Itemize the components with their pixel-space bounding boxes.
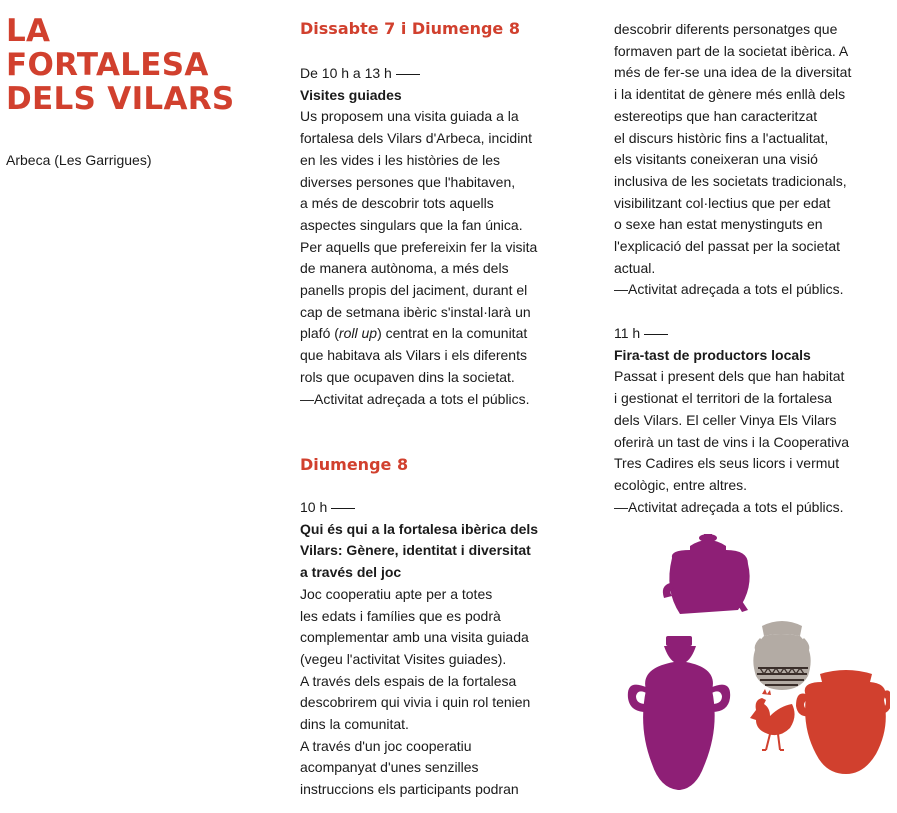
event-name: Fira-tast de productors locals	[614, 346, 811, 363]
text-line: el discurs històric fins a l'actualitat,	[614, 129, 829, 146]
event-time	[300, 497, 590, 519]
text-line: visibilitzant col·lectius que per edat	[614, 194, 831, 211]
day-heading: Diumenge 8	[300, 455, 409, 474]
purple-jar-top-icon	[663, 534, 750, 614]
text-line: que habitava als Vilars i els diferents	[300, 347, 527, 364]
text-line: rols que ocupaven dins la societat.	[300, 368, 515, 385]
text-line: panells propis del jaciment, durant el	[300, 282, 528, 299]
event-time	[614, 323, 894, 345]
text-line: acompanyat d'unes senzilles	[300, 759, 479, 776]
event-time-text: 10 h	[300, 499, 328, 515]
day-heading: Dissabte 7 i Diumenge 8	[300, 19, 520, 38]
text-line: descobrir diferents personatges que	[614, 21, 838, 37]
title-line: DELS VILARS	[6, 81, 235, 117]
text-line: complementar amb una visita guiada	[300, 629, 529, 646]
rooster-icon	[750, 689, 795, 750]
audience-note: —Activitat adreçada a tots el públics.	[614, 498, 844, 515]
text-line: estereotips que han caracteritzat	[614, 107, 818, 124]
event-time-text: De 10 h a 13 h	[300, 65, 392, 81]
text-line: aspectes singulars que la fan única.	[300, 216, 523, 233]
text-line: i la identitat de gènere més enllà dels	[614, 86, 846, 103]
grey-pot-icon	[753, 621, 810, 690]
purple-amphora-icon	[628, 636, 730, 790]
text-fragment: plafó (	[300, 325, 339, 342]
event-name: Qui és qui a la fortalesa ibèrica dels	[300, 520, 539, 537]
audience-note: —Activitat adreçada a tots el públics.	[300, 390, 530, 407]
event-name: Visites guiades	[300, 86, 402, 103]
text-line	[300, 323, 590, 345]
text-fragment: ) centrat en la comunitat	[377, 325, 528, 342]
event-name: a través del joc	[300, 564, 402, 581]
title-line: FORTALESA	[6, 47, 209, 83]
text-line: l'explicació del passat per la societat	[614, 238, 841, 255]
text-line: els visitants coneixeran una visió	[614, 151, 818, 168]
text-line: més de fer-se una idea de la diversitat	[614, 64, 852, 81]
page-title	[6, 14, 235, 116]
text-line: ecològic, entre altres.	[614, 476, 748, 493]
text-line: Us proposem una visita guiada a la	[300, 108, 519, 125]
text-line: actual.	[614, 259, 656, 276]
text-line: a més de descobrir tots aquells	[300, 195, 494, 212]
text-line: Tres Cadires els seus licors i vermut	[614, 455, 840, 472]
text-line: descobrirem qui vivia i quin rol tenien	[300, 694, 531, 711]
event-qui-es-qui-continued	[614, 19, 894, 301]
italic-term: roll up	[338, 325, 378, 342]
text-line: diverses persones que l'habitaven,	[300, 173, 516, 190]
event-qui-es-qui	[300, 497, 590, 801]
dash-divider	[331, 508, 355, 509]
dash-divider	[644, 334, 668, 335]
red-jar-icon	[796, 670, 890, 774]
text-line: Passat i present dels que han habitat	[614, 368, 845, 385]
text-line: (vegeu l'activitat Visites guiades).	[300, 650, 507, 667]
event-fira-tast	[614, 323, 894, 518]
text-line: dins la comunitat.	[300, 716, 409, 733]
text-line: les edats i famílies que es podrà	[300, 607, 501, 624]
text-line: A través dels espais de la fortalesa	[300, 672, 517, 689]
text-line: Joc cooperatiu apte per a totes	[300, 585, 493, 602]
text-line: instruccions els participants podran	[300, 781, 519, 798]
text-line: dels Vilars. El celler Vinya Els Vilars	[614, 411, 837, 428]
text-line: cap de setmana ibèric s'instal·larà un	[300, 303, 531, 320]
text-line: i gestionat el territori de la fortalesa	[614, 390, 832, 407]
text-line: en les vides i les històries de les	[300, 151, 500, 168]
event-visites-guiades	[300, 63, 590, 410]
event-time-text: 11 h	[614, 325, 641, 341]
title-line: LA	[6, 13, 51, 49]
text-line: o sexe han estat menystinguts en	[614, 216, 823, 233]
text-line: de manera autònoma, a més dels	[300, 260, 509, 277]
audience-note: —Activitat adreçada a tots el públics.	[614, 281, 844, 298]
text-line: oferirà un tast de vins i la Cooperativa	[614, 433, 850, 450]
location: Arbeca (Les Garrigues)	[6, 152, 152, 168]
event-name: Vilars: Gènere, identitat i diversitat	[300, 542, 531, 559]
pottery-illustration	[620, 528, 890, 808]
text-line: inclusiva de les societats tradicionals,	[614, 172, 847, 189]
event-time	[300, 63, 590, 85]
text-line: Per aquells que prefereixin fer la visita	[300, 238, 538, 255]
text-line: A través d'un joc cooperatiu	[300, 737, 472, 754]
text-line: formaven part de la societat ibèrica. A	[614, 42, 849, 59]
text-line: fortalesa dels Vilars d'Arbeca, incidint	[300, 130, 532, 147]
dash-divider	[396, 74, 420, 75]
